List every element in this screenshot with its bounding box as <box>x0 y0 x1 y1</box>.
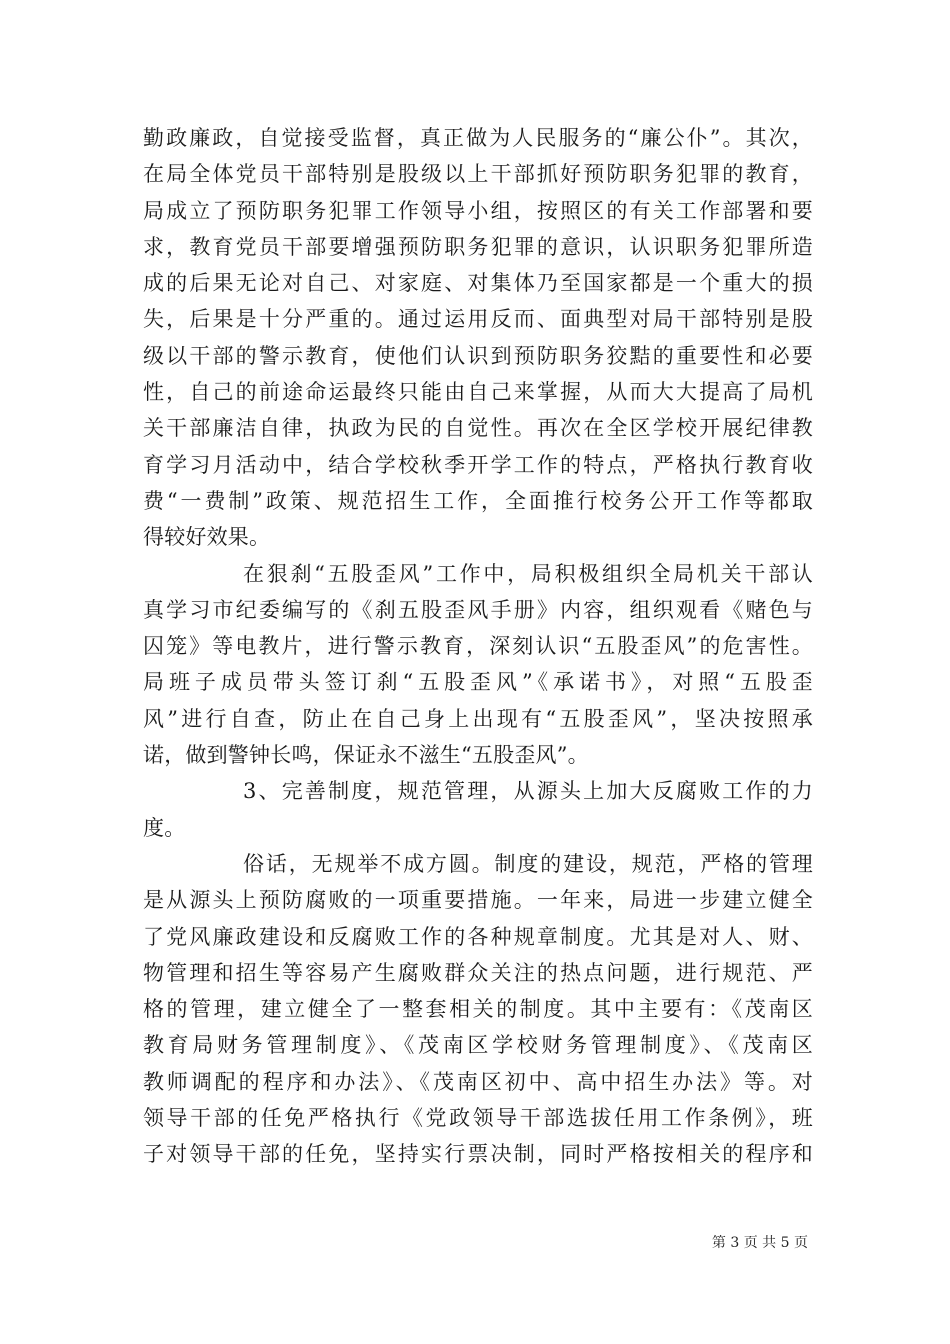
text-line: 风”进行自查，防止在自己身上出现有“五股歪风”，坚决按照承 <box>143 706 813 731</box>
text-line: 勤政廉政，自觉接受监督，真正做为人民服务的“廉公仆”。其次， <box>143 126 813 150</box>
text-line: 教师调配的程序和办法》、《茂南区初中、高中招生办法》等。对 <box>143 1069 813 1094</box>
document-body <box>143 120 813 1173</box>
text-line: 在狠刹“五股歪风”工作中，局积极组织全局机关干部认 <box>243 561 813 586</box>
text-line: 在局全体党员干部特别是股级以上干部抓好预防职务犯罪的教育， <box>143 162 813 187</box>
text-line: 求，教育党员干部要增强预防职务犯罪的意识，认识职务犯罪所造 <box>143 234 813 259</box>
text-line: 格的管理，建立健全了一整套相关的制度。其中主要有：《茂南区 <box>143 997 813 1022</box>
text-line: 成的后果无论对自己、对家庭、对集体乃至国家都是一个重大的损 <box>143 271 813 296</box>
text-line: 局班子成员带头签订刹“五股歪风”《承诺书》，对照“五股歪 <box>143 670 813 695</box>
text-line: 度。 <box>143 815 186 840</box>
text-line: 关干部廉洁自律，执政为民的自觉性。再次在全区学校开展纪律教 <box>143 416 813 441</box>
text-line: 诺，做到警钟长鸣，保证永不滋生“五股歪风”。 <box>143 743 589 768</box>
page-number-footer: 第 3 页 共 5 页 <box>711 1235 808 1251</box>
text-line: 物管理和招生等容易产生腐败群众关注的热点问题，进行规范、严 <box>143 960 813 985</box>
text-line: 3、完善制度，规范管理，从源头上加大反腐败工作的力 <box>243 779 813 804</box>
text-line: 了党风廉政建设和反腐败工作的各种规章制度。尤其是对人、财、 <box>143 924 813 949</box>
text-line: 育学习月活动中，结合学校秋季开学工作的特点，严格执行教育收 <box>143 452 813 477</box>
text-line: 领导干部的任免严格执行《党政领导干部选拔任用工作条例》，班 <box>143 1106 813 1131</box>
text-line: 得较好效果。 <box>143 525 271 550</box>
text-line: 教育局财务管理制度》、《茂南区学校财务管理制度》、《茂南区 <box>143 1033 813 1058</box>
text-line: 级以干部的警示教育，使他们认识到预防职务狡黠的重要性和必要 <box>143 343 813 368</box>
text-line: 是从源头上预防腐败的一项重要措施。一年来，局进一步建立健全 <box>143 888 813 913</box>
text-line: 失，后果是十分严重的。通过运用反而、面典型对局干部特别是股 <box>143 307 813 332</box>
text-line: 性，自己的前途命运最终只能由自己来掌握，从而大大提高了局机 <box>143 380 813 405</box>
text-line: 囚笼》等电教片，进行警示教育，深刻认识“五股歪风”的危害性。 <box>143 634 813 659</box>
text-line: 局成立了预防职务犯罪工作领导小组，按照区的有关工作部署和要 <box>143 198 813 223</box>
text-line: 子对领导干部的任免，坚持实行票决制，同时严格按相关的程序和 <box>143 1142 813 1167</box>
text-line: 俗话，无规举不成方圆。制度的建设，规范，严格的管理 <box>243 851 813 876</box>
text-line: 真学习市纪委编写的《刹五股歪风手册》内容，组织观看《赌色与 <box>143 597 813 622</box>
text-line: 费“一费制”政策、规范招生工作，全面推行校务公开工作等都取 <box>143 488 813 513</box>
